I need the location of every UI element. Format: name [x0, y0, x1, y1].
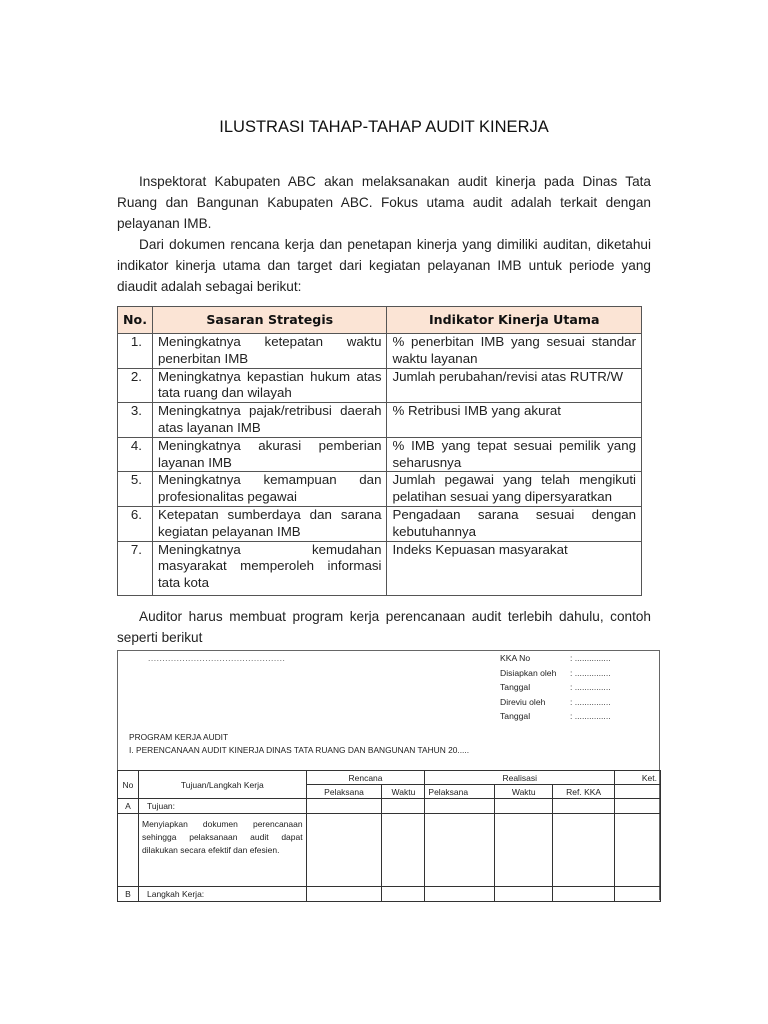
row-sasaran: Meningkatnya pajak/retribusi daerah atas layanan IMB	[152, 403, 387, 438]
program-subheading: I. PERENCANAAN AUDIT KINERJA DINAS TATA RUANG DAN BANGUNAN TAHUN 20.....	[129, 745, 470, 755]
intro-text: Inspektorat Kabupaten ABC akan melaksanakan audit kinerja pada Dinas Tata Ruang dan Bangunan Kabupaten ABC. Fokus utama audit adalah terkait dengan pelayanan IMB.	[117, 174, 651, 231]
col-realisasi-pelaksana: Pelaksana	[425, 785, 495, 799]
meta-direviu-oleh	[500, 695, 611, 710]
program-kerja-table	[117, 770, 661, 902]
meta-label: Tanggal	[500, 711, 531, 721]
table-row	[118, 334, 642, 369]
cell	[425, 887, 495, 902]
col-rencana-waktu: Waktu	[382, 785, 425, 799]
row-indikator: Jumlah pegawai yang telah mengikuti pelatihan sesuai yang dipersyaratkan	[387, 472, 642, 507]
cell	[495, 814, 553, 887]
row-sasaran: Meningkatnya kemampuan dan profesionalitas pegawai	[152, 472, 387, 507]
intro-paragraph	[117, 171, 651, 234]
col-ref-kka: Ref. KKA	[553, 785, 615, 799]
meta-label: Direviu oleh	[500, 696, 546, 707]
document-title: ILUSTRASI TAHAP-TAHAP AUDIT KINERJA	[219, 118, 549, 136]
col-realisasi-waktu: Waktu	[495, 785, 553, 799]
col-sasaran: Sasaran Strategis	[152, 307, 387, 334]
row-sasaran: Ketepatan sumberdaya dan sarana kegiatan pelayanan IMB	[152, 506, 387, 541]
table-row	[118, 437, 642, 472]
meta-label: KKA No	[500, 653, 531, 663]
table-row	[118, 403, 642, 438]
cell	[382, 887, 425, 902]
row-no: A	[118, 799, 139, 814]
row-text: Langkah Kerja:	[138, 887, 306, 902]
cell	[553, 799, 615, 814]
row-indikator: % penerbitan IMB yang sesuai standar waktu layanan	[387, 334, 642, 369]
col-ket-empty	[615, 785, 661, 799]
table-row	[118, 506, 642, 541]
cell	[425, 814, 495, 887]
meta-value: : ...............	[570, 696, 611, 707]
meta-kka-no	[500, 651, 611, 666]
cell	[553, 814, 615, 887]
form-meta	[500, 651, 611, 724]
row-indikator: Pengadaan sarana sesuai dengan kebutuhannya	[387, 506, 642, 541]
cell	[495, 887, 553, 902]
col-no: No	[118, 771, 139, 799]
row-text: Menyiapkan dokumen perencanaan sehingga pelaksanaan audit dapat dilakukan secara efektif dan efesien.	[138, 814, 306, 887]
col-indikator: Indikator Kinerja Utama	[387, 307, 642, 334]
row-no: 2.	[118, 368, 153, 403]
cell	[382, 814, 425, 887]
meta-label: Disiapkan oleh	[500, 667, 557, 678]
table-row	[118, 814, 661, 887]
cell	[425, 799, 495, 814]
org-name-placeholder: ................................................	[148, 653, 286, 663]
cell	[306, 814, 382, 887]
cell	[615, 887, 661, 902]
table-row	[118, 472, 642, 507]
row-indikator: % IMB yang tepat sesuai pemilik yang seharusnya	[387, 437, 642, 472]
cell	[495, 799, 553, 814]
meta-value: : ...............	[570, 667, 611, 678]
col-no: No.	[118, 307, 153, 334]
row-no: 7.	[118, 541, 153, 595]
table-row	[118, 541, 642, 595]
row-no	[118, 814, 139, 887]
row-no: 5.	[118, 472, 153, 507]
col-ket: Ket.	[615, 771, 661, 785]
col-rencana: Rencana	[306, 771, 425, 785]
row-no: 3.	[118, 403, 153, 438]
row-sasaran: Meningkatnya akurasi pemberian layanan IMB	[152, 437, 387, 472]
pka-header-row-1	[118, 771, 661, 785]
table-row	[118, 887, 661, 902]
program-heading: PROGRAM KERJA AUDIT	[129, 732, 229, 742]
row-sasaran: Meningkatnya kemudahan masyarakat memperoleh informasi tata kota	[152, 541, 387, 595]
row-text: Tujuan:	[138, 799, 306, 814]
program-intro-text: Auditor harus membuat program kerja perencanaan audit terlebih dahulu, contoh seperti berikut	[117, 609, 651, 645]
iku-intro-paragraph	[117, 234, 651, 297]
row-sasaran: Meningkatnya kepastian hukum atas tata ruang dan wilayah	[152, 368, 387, 403]
meta-label: Tanggal	[500, 682, 531, 692]
cell	[615, 799, 661, 814]
cell	[553, 887, 615, 902]
iku-intro-text: Dari dokumen rencana kerja dan penetapan kinerja yang dimiliki auditan, diketahui indikator kinerja utama dan target dari kegiatan pelayanan IMB untuk periode yang diaudit adalah sebagai berikut:	[117, 237, 651, 294]
cell	[306, 799, 382, 814]
row-indikator: Indeks Kepuasan masyarakat	[387, 541, 642, 595]
meta-value: : ...............	[570, 653, 611, 663]
table-row	[118, 368, 642, 403]
cell	[615, 814, 661, 887]
row-no: 6.	[118, 506, 153, 541]
row-no: 1.	[118, 334, 153, 369]
program-heading-block	[129, 731, 469, 757]
iku-table-header	[118, 307, 642, 334]
meta-disiapkan-oleh	[500, 666, 611, 681]
row-no: 4.	[118, 437, 153, 472]
meta-value: : ...............	[570, 682, 611, 692]
col-rencana-pelaksana: Pelaksana	[306, 785, 382, 799]
meta-value: : ...............	[570, 711, 611, 721]
row-indikator: Jumlah perubahan/revisi atas RUTR/W	[387, 368, 642, 403]
table-row	[118, 799, 661, 814]
meta-tanggal-2	[500, 709, 611, 724]
col-realisasi: Realisasi	[425, 771, 615, 785]
meta-tanggal-1	[500, 680, 611, 695]
iku-table	[117, 306, 642, 596]
program-intro-paragraph	[117, 606, 651, 648]
cell	[382, 799, 425, 814]
row-sasaran: Meningkatnya ketepatan waktu penerbitan IMB	[152, 334, 387, 369]
col-tujuan-langkah: Tujuan/Langkah Kerja	[138, 771, 306, 799]
cell	[306, 887, 382, 902]
row-indikator: % Retribusi IMB yang akurat	[387, 403, 642, 438]
row-no: B	[118, 887, 139, 902]
